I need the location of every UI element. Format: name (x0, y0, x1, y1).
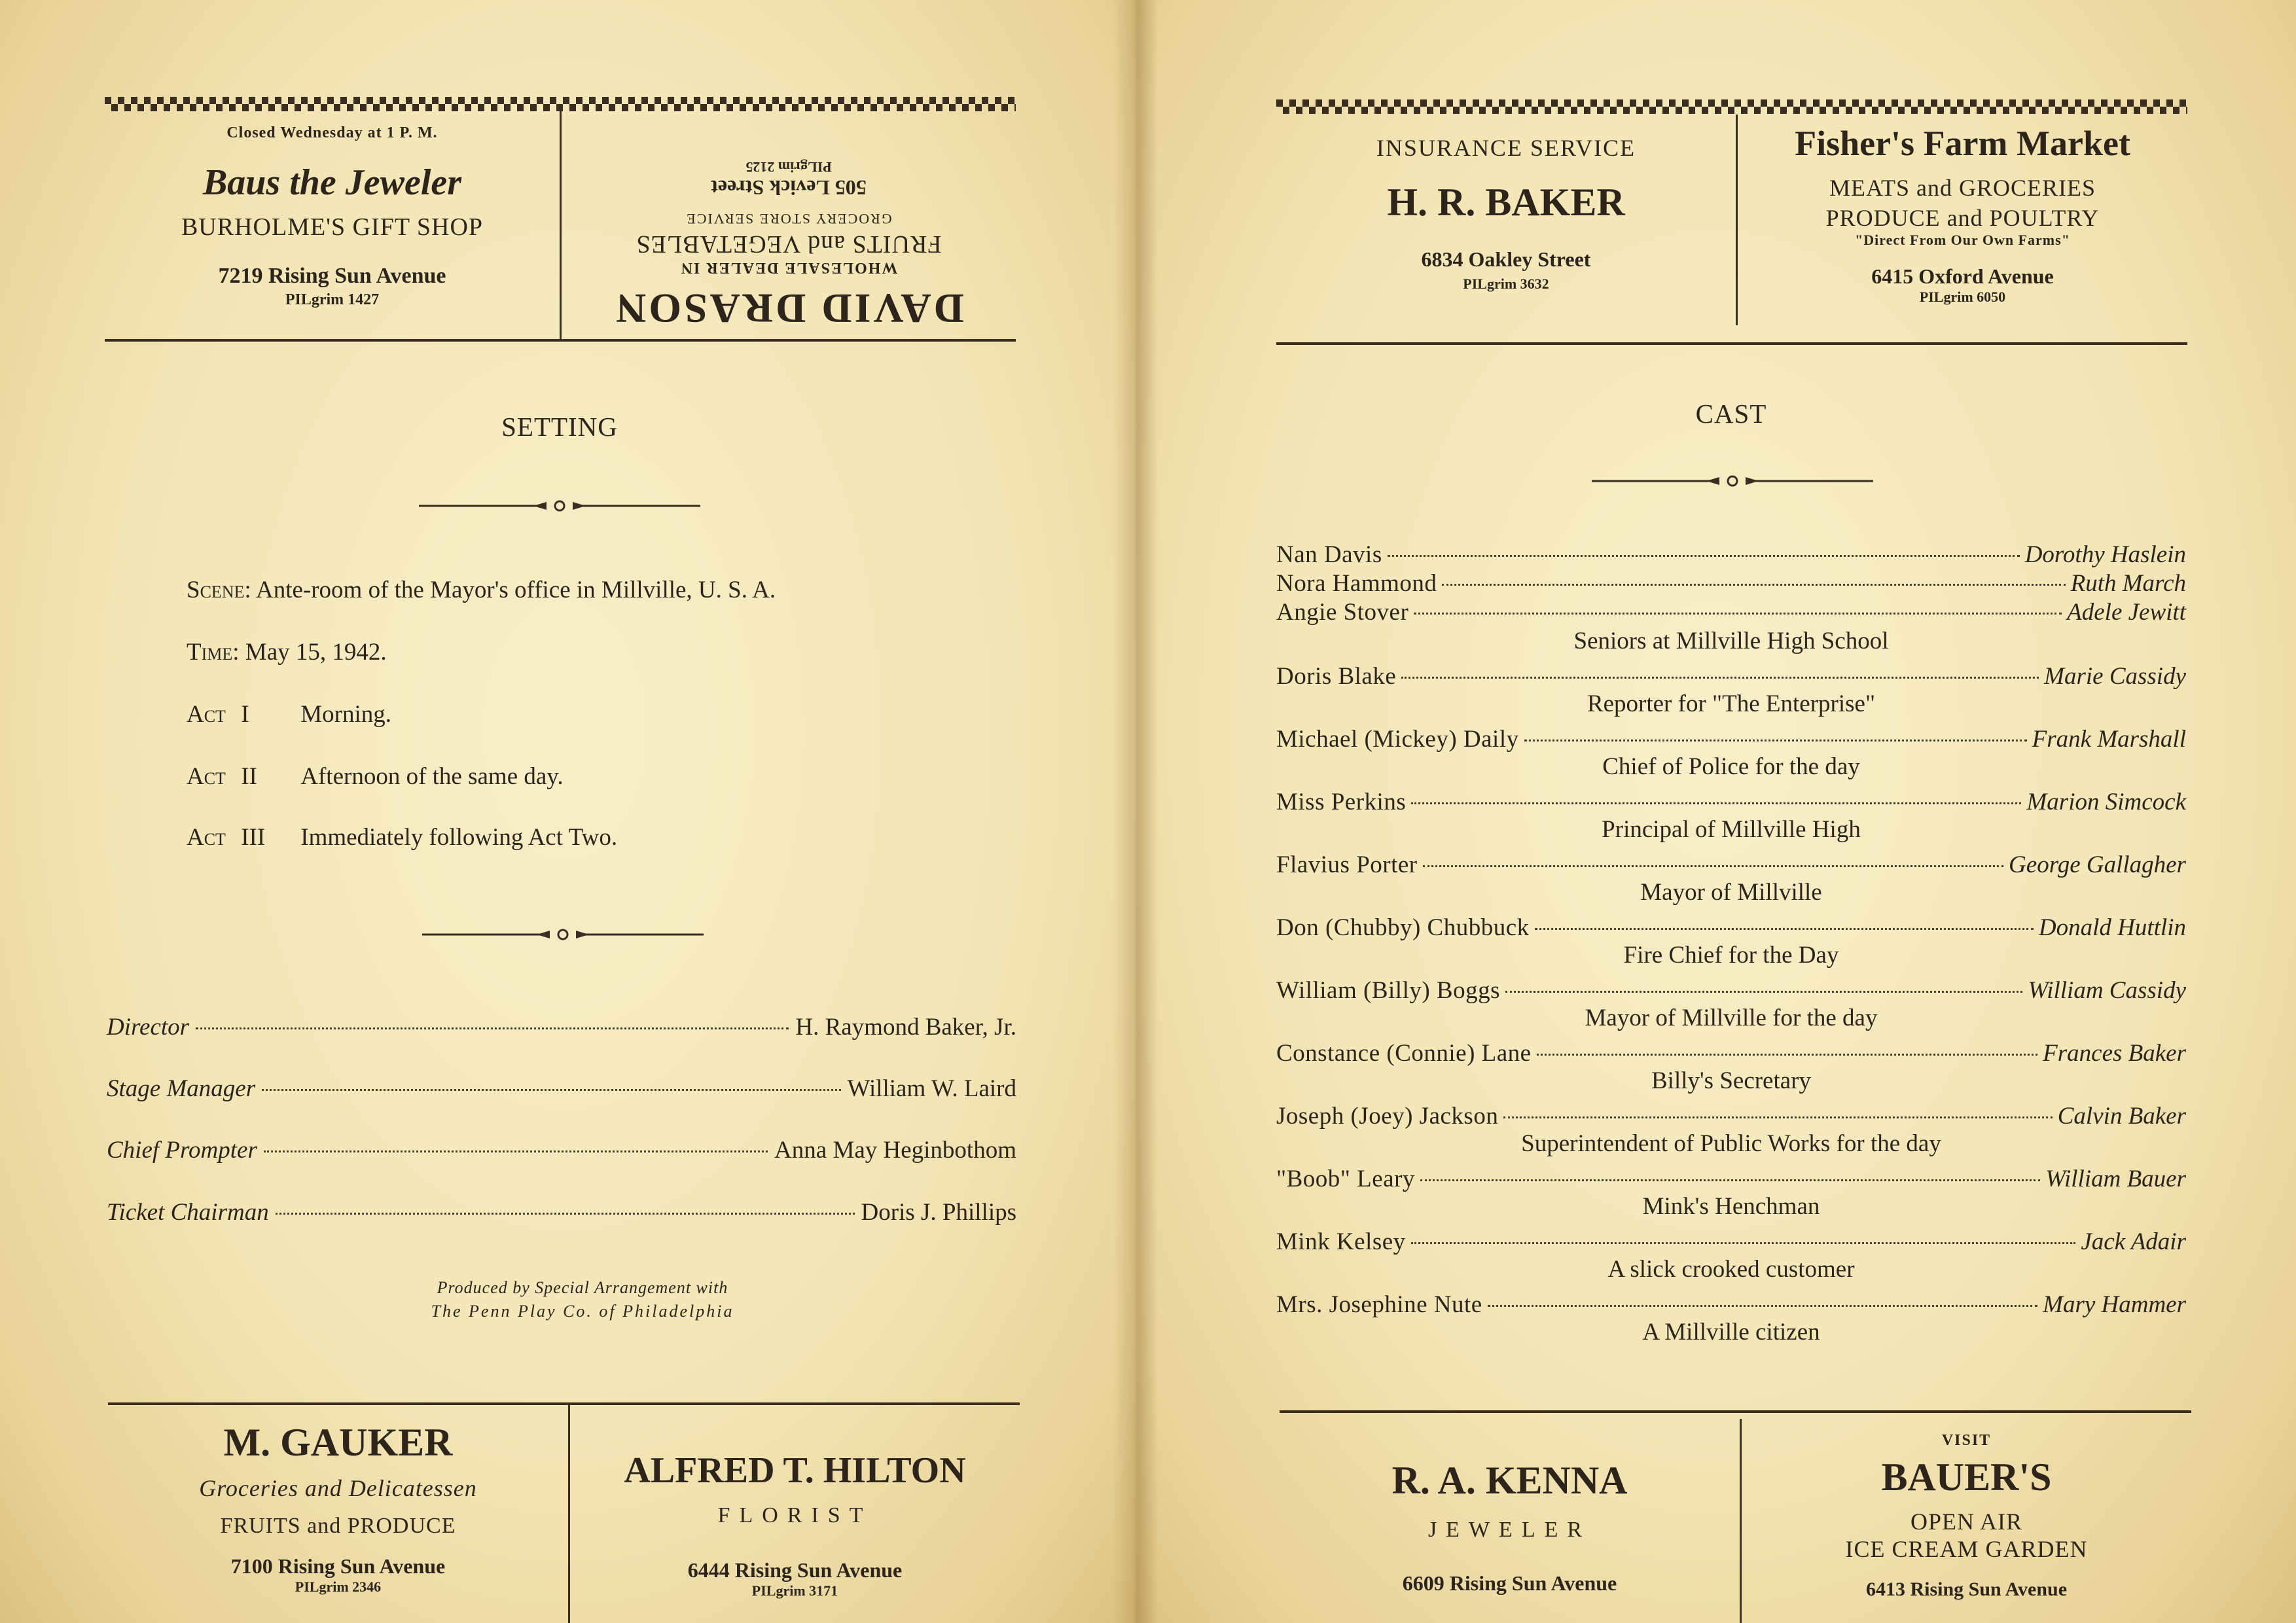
ad-rule-bottom-right (1280, 1410, 2191, 1413)
ad-bauers-line2: ICE CREAM GARDEN (1845, 1536, 2088, 1562)
ad-drason (562, 116, 1016, 332)
ad-drason-name: DAVID DRASON (613, 285, 964, 332)
dot-leader (264, 1150, 768, 1152)
setting-time (187, 638, 387, 666)
dot-leader (1505, 991, 2022, 993)
ad-rule-top-right (1276, 342, 2187, 345)
ornament-divider-setting-top (419, 497, 700, 514)
cast-row (1276, 788, 2186, 816)
setting-act-1 (187, 700, 391, 728)
cast-row (1276, 1039, 2186, 1067)
ad-rule-bottom-left (108, 1402, 1020, 1405)
cast-row (1276, 914, 2186, 942)
ad-hilton-name: ALFRED T. HILTON (624, 1450, 966, 1491)
cast-row (1276, 851, 2186, 879)
ad-bauers-name: BAUER'S (1881, 1455, 2052, 1499)
time-label: Time: (187, 639, 240, 666)
ad-baus-phone: PILgrim 1427 (285, 291, 380, 308)
dot-leader (276, 1213, 855, 1215)
dot-leader (196, 1027, 789, 1029)
cast-description: Seniors at Millville High School (1573, 628, 1889, 654)
ad-gauker-address: 7100 Rising Sun Avenue (230, 1554, 446, 1578)
cast-character: Mink Kelsey (1276, 1228, 1406, 1255)
ad-gauker-line1: Groceries and Delicatessen (199, 1475, 477, 1501)
credit-row-stage-manager (107, 1075, 1016, 1103)
ad-drason-line3: GROCERY STORE SERVICE (685, 211, 892, 227)
credit-role: Ticket Chairman (107, 1199, 269, 1226)
dot-leader (1488, 1305, 2037, 1307)
act-label: Act (187, 701, 226, 728)
scene-text: Ante-room of the Mayor's office in Millville, U. S. A. (255, 577, 776, 603)
dot-leader (1423, 865, 2003, 867)
cast-character: Miss Perkins (1276, 789, 1407, 815)
ad-hilton-address: 6444 Rising Sun Avenue (687, 1558, 903, 1582)
cast-description: Mink's Henchman (1642, 1193, 1820, 1220)
cast-description: A slick crooked customer (1607, 1256, 1855, 1283)
ad-fisher-line2: PRODUCE and POULTRY (1825, 205, 2100, 231)
ad-baus-name: Baus the Jeweler (202, 162, 462, 203)
cast-actor: Calvin Baker (2057, 1103, 2186, 1130)
setting-title: SETTING (501, 412, 618, 442)
ornament-divider-setting-bottom (422, 926, 704, 943)
ad-kenna-line1: JEWELER (1427, 1518, 1592, 1542)
dot-leader (1414, 613, 2062, 615)
ad-gauker (108, 1420, 568, 1596)
cast-row (1276, 662, 2186, 690)
ad-drason-phone: PILgrim 2125 (745, 159, 832, 175)
ad-fisher-address: 6415 Oxford Avenue (1871, 264, 2054, 288)
cast-actor: Marie Cassidy (2044, 663, 2186, 690)
cast-row (1276, 725, 2186, 753)
cast-actor: Ruth March (2070, 570, 2186, 597)
ornament-divider-cast (1592, 473, 1873, 490)
dot-leader (262, 1089, 840, 1091)
ad-drason-line2: FRUITS and VEGETABLES (636, 230, 942, 258)
ad-kenna (1280, 1458, 1740, 1596)
credit-row-ticket-chairman (107, 1198, 1016, 1226)
ad-baker-address: 6834 Oakley Street (1421, 247, 1591, 271)
dot-leader (1411, 1242, 2076, 1244)
ad-drason-address: 505 Levick Street (711, 176, 867, 200)
cast-character: "Boob" Leary (1276, 1166, 1415, 1192)
ad-fisher-name: Fisher's Farm Market (1795, 124, 2130, 163)
cast-character: Nan Davis (1276, 541, 1382, 568)
cast-row (1276, 1102, 2186, 1130)
cast-row (1276, 598, 2186, 626)
ad-baus-note: Closed Wednesday at 1 P. M. (226, 124, 438, 141)
cast-description: Principal of Millville High (1602, 816, 1861, 843)
cast-character: William (Billy) Boggs (1276, 977, 1501, 1004)
ad-rule-top-left (105, 339, 1016, 342)
setting-scene (187, 576, 776, 604)
cast-row (1276, 976, 2186, 1005)
setting-act-2 (187, 762, 564, 791)
cast-actor: Marion Simcock (2026, 789, 2186, 815)
ad-gauker-line2: FRUITS and PRODUCE (220, 1514, 456, 1538)
cast-row (1276, 569, 2186, 597)
dot-leader (1524, 740, 2027, 741)
ad-baker-name: H. R. BAKER (1387, 181, 1625, 224)
dot-leader (1503, 1116, 2052, 1118)
credit-role: Director (107, 1014, 190, 1041)
cast-actor: Dorothy Haslein (2024, 541, 2186, 568)
cast-description: Chief of Police for the day (1602, 753, 1860, 780)
cast-actor: Mary Hammer (2043, 1291, 2186, 1318)
act-text: Immediately following Act Two. (300, 824, 618, 851)
dot-leader (1535, 928, 2034, 930)
cast-actor: Frank Marshall (2032, 726, 2186, 753)
credit-name: William W. Laird (847, 1075, 1016, 1102)
cast-actor: Frances Baker (2043, 1040, 2186, 1067)
scene-label: Scene: (187, 577, 251, 603)
produced-line-2: The Penn Play Co. of Philadelphia (431, 1302, 734, 1321)
cast-row (1276, 541, 2186, 569)
cast-actor: William Cassidy (2028, 977, 2186, 1004)
produced-line-1: Produced by Special Arrangement with (437, 1278, 728, 1297)
ad-hilton (570, 1450, 1020, 1599)
cast-actor: George Gallagher (2009, 851, 2186, 878)
cast-character: Michael (Mickey) Daily (1276, 726, 1519, 753)
cast-description: A Millville citizen (1642, 1319, 1820, 1346)
setting-act-3 (187, 823, 617, 851)
ad-drason-line1: WHOLESALE DEALER IN (679, 259, 898, 276)
dot-leader (1442, 584, 2065, 586)
credit-name: H. Raymond Baker, Jr. (795, 1014, 1016, 1041)
cast-row (1276, 1291, 2186, 1319)
dot-leader (1411, 802, 2021, 804)
act-label: Act (187, 824, 226, 851)
dot-leader (1420, 1179, 2040, 1181)
dot-leader (1401, 677, 2039, 679)
cast-character: Nora Hammond (1276, 570, 1437, 597)
checker-border-top-left (105, 97, 1016, 111)
act-label: Act (187, 763, 226, 790)
cast-actor: Donald Huttlin (2038, 914, 2186, 941)
act-number: III (241, 824, 266, 851)
cast-character: Don (Chubby) Chubbuck (1276, 914, 1530, 941)
act-number: II (241, 763, 257, 790)
cast-character: Mrs. Josephine Nute (1276, 1291, 1482, 1318)
ad-hilton-phone: PILgrim 3171 (751, 1582, 838, 1599)
produced-by-note (353, 1276, 812, 1323)
ad-baus (105, 124, 560, 309)
cast-actor: Adele Jewitt (2067, 599, 2186, 626)
cast-actor: Jack Adair (2081, 1228, 2186, 1255)
cast-description: Mayor of Millville (1640, 879, 1822, 906)
credit-role: Stage Manager (107, 1075, 256, 1102)
act-number: I (241, 701, 249, 728)
ad-bauers-address: 6413 Rising Sun Avenue (1865, 1578, 2068, 1600)
dot-leader (1537, 1054, 2038, 1056)
cast-description: Fire Chief for the Day (1623, 942, 1839, 969)
ad-bauers (1742, 1432, 2191, 1601)
act-text: Morning. (300, 701, 391, 728)
ad-fisher-line3: "Direct From Our Own Farms" (1855, 232, 2070, 248)
checker-border-top-right (1276, 99, 2187, 114)
ad-gauker-name: M. GAUKER (223, 1421, 453, 1464)
credit-row-director (107, 1013, 1016, 1041)
ad-baker-phone: PILgrim 3632 (1463, 276, 1549, 292)
cast-actor: William Bauer (2045, 1166, 2186, 1192)
act-text: Afternoon of the same day. (300, 763, 564, 790)
cast-description: Superintendent of Public Works for the day (1521, 1130, 1941, 1157)
ad-baus-sub: BURHOLME'S GIFT SHOP (181, 213, 484, 241)
ad-gauker-phone: PILgrim 2346 (295, 1578, 382, 1595)
cast-description: Reporter for "The Enterprise" (1587, 690, 1876, 717)
ad-baus-address: 7219 Rising Sun Avenue (218, 264, 446, 288)
ad-fisher-phone: PILgrim 6050 (1919, 289, 2006, 305)
credit-name: Doris J. Phillips (861, 1199, 1016, 1226)
cast-title: CAST (1695, 399, 1767, 429)
ad-kenna-name: R. A. KENNA (1391, 1459, 1628, 1502)
cast-character: Angie Stover (1276, 599, 1409, 626)
center-fold (1113, 0, 1158, 1623)
cast-description: Billy's Secretary (1651, 1067, 1812, 1094)
time-text: May 15, 1942. (245, 639, 387, 666)
ad-bauers-visit: VISIT (1941, 1432, 1992, 1449)
ad-kenna-address: 6609 Rising Sun Avenue (1402, 1571, 1617, 1595)
credit-name: Anna May Heginbothom (774, 1137, 1016, 1164)
cast-character: Doris Blake (1276, 663, 1397, 690)
ad-fisher-line1: MEATS and GROCERIES (1829, 175, 2096, 201)
ad-bauers-line1: OPEN AIR (1910, 1508, 2023, 1535)
ad-hr-baker (1276, 134, 1736, 293)
cast-row (1276, 1165, 2186, 1193)
credit-role: Chief Prompter (107, 1137, 257, 1164)
cast-row (1276, 1228, 2186, 1256)
ad-fisher (1738, 123, 2187, 306)
credit-row-chief-prompter (107, 1136, 1016, 1164)
ad-hilton-line1: FLORIST (717, 1503, 872, 1527)
cast-character: Flavius Porter (1276, 851, 1418, 878)
ad-baker-line1: INSURANCE SERVICE (1376, 135, 1636, 161)
cast-character: Constance (Connie) Lane (1276, 1040, 1532, 1067)
dot-leader (1388, 555, 2020, 557)
cast-character: Joseph (Joey) Jackson (1276, 1103, 1499, 1130)
cast-description: Mayor of Millville for the day (1585, 1005, 1878, 1031)
